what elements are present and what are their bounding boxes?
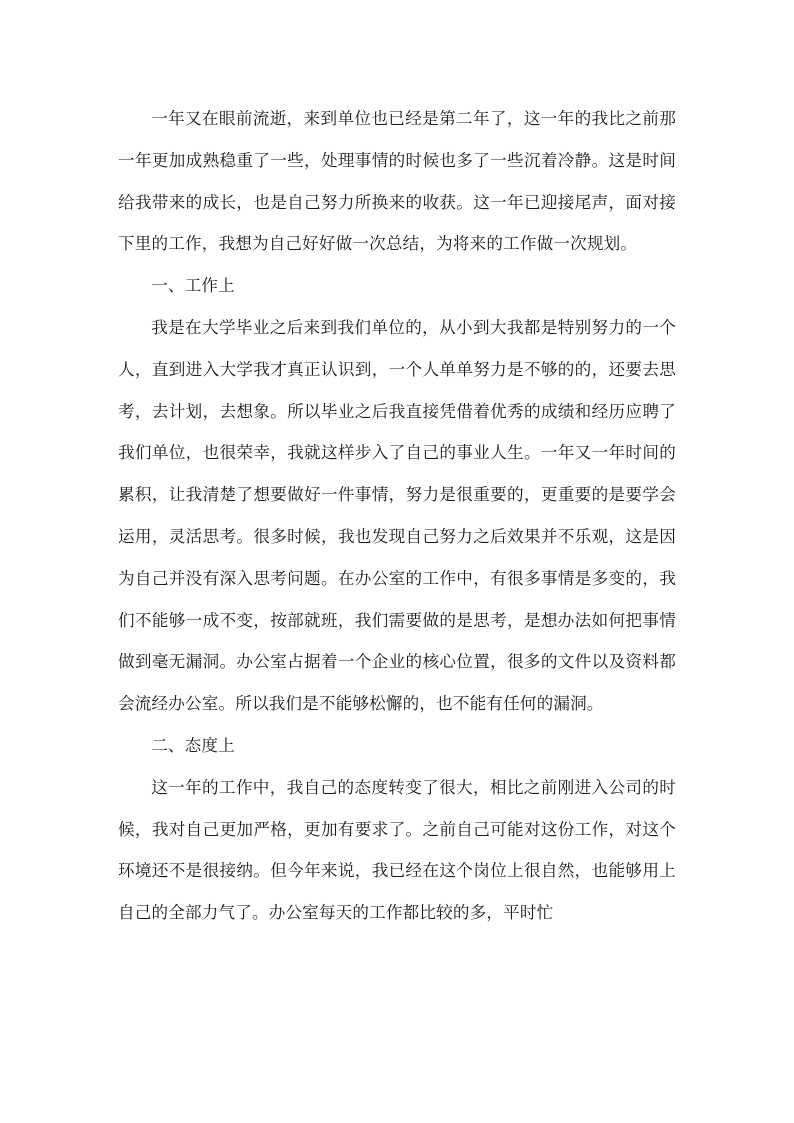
section-heading-attitude: 二、态度上	[151, 735, 235, 755]
paragraph-intro: 一年又在眼前流逝，来到单位也已经是第二年了，这一年的我比之前那一年更加成熟稳重了一些，处理事情的时候也多了一些沉着冷静。这是时间给我带来的成长，也是自己努力所换来的收获。这一年已迎接尾声，面对接下里的工作，我想为自己好好做一次总结，为将来的工作做一次规划。	[118, 109, 676, 254]
paragraph-work: 我是在大学毕业之后来到我们单位的，从小到大我都是特别努力的一个人，直到进入大学我才真正认识到，一个人单单努力是不够的的，还要去思考，去计划，去想象。所以毕业之后我直接凭借着优秀的成绩和经历应聘了我们单位，也很荣幸，我就这样步入了自己的事业人生。一年又一年时间的累积，让我清楚了想要做好一件事情，努力是很重要的，更重要的是要学会运用，灵活思考。很多时候，我也发现自己努力之后效果并不乐观，这是因为自己并没有深入思考问题。在办公室的工作中，有很多事情是多变的，我们不能够一成不变，按部就班，我们需要做的是思考，是想办法如何把事情做到毫无漏洞。办公室占据着一个企业的核心位置，很多的文件以及资料都会流经办公室。所以我们是不能够松懈的，也不能有任何的漏洞。	[118, 317, 676, 714]
section-heading-work: 一、工作上	[151, 276, 235, 296]
document-body	[118, 98, 676, 934]
paragraph-attitude: 这一年的工作中，我自己的态度转变了很大，相比之前刚进入公司的时候，我对自己更加严格，更加有要求了。之前自己可能对这份工作，对这个环境还不是很接纳。但今年来说，我已经在这个岗位上很自然，也能够用上自己的全部力气了。办公室每天的工作都比较的多，平时忙	[118, 777, 676, 923]
